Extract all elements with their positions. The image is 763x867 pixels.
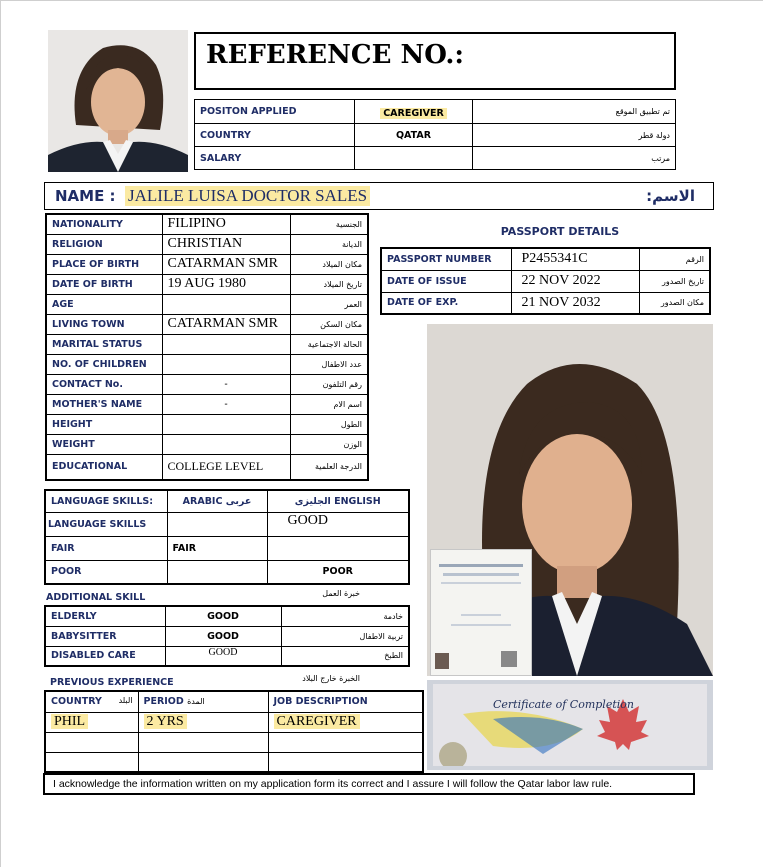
weight-value <box>162 434 290 454</box>
birthdate-value: 19 AUG 1980 <box>162 274 290 294</box>
position-table <box>194 99 676 170</box>
children-label: NO. OF CHILDREN <box>46 354 162 374</box>
age-arabic: العمر <box>290 294 368 314</box>
language-table <box>44 489 410 585</box>
position-value: CAREGIVER <box>380 108 447 119</box>
table-row <box>45 732 423 752</box>
birthplace-label: PLACE OF BIRTH <box>46 254 162 274</box>
table-row <box>46 314 368 334</box>
name-arabic: الاسم: <box>646 187 695 205</box>
babysitter-arabic: تربية الاطفال <box>281 626 409 646</box>
country-arabic: دولة قطر <box>473 124 676 147</box>
period-header-label: PERIOD <box>143 696 184 708</box>
height-arabic: الطول <box>290 414 368 434</box>
issue-date-label: DATE OF ISSUE <box>381 270 511 292</box>
height-label: HEIGHT <box>46 414 162 434</box>
children-value <box>162 354 290 374</box>
table-row <box>46 454 368 480</box>
maple-leaf-icon <box>433 684 707 766</box>
experience-job: CAREGIVER <box>274 714 360 729</box>
table-row <box>45 712 423 732</box>
living-town-arabic: مكان السكن <box>290 314 368 334</box>
table-row <box>46 434 368 454</box>
fair-english <box>267 536 409 560</box>
nationality-value: FILIPINO <box>162 214 290 234</box>
education-value: COLLEGE LEVEL <box>162 454 290 480</box>
contact-value: - <box>162 374 290 394</box>
position-value-cell <box>355 100 473 124</box>
period-column-header <box>138 691 268 712</box>
table-row <box>381 270 710 292</box>
passport-table <box>380 247 711 315</box>
mother-name-value: - <box>162 394 290 414</box>
table-row <box>46 354 368 374</box>
reference-box <box>194 32 676 90</box>
experience-period: 2 YRS <box>144 714 187 729</box>
additional-skill-title: ADDITIONAL SKILL <box>46 592 146 603</box>
headshot-photo <box>48 30 188 172</box>
country-column-header <box>45 691 138 712</box>
birthdate-arabic: تاريخ الميلاد <box>290 274 368 294</box>
table-row <box>45 752 423 772</box>
living-town-label: LIVING TOWN <box>46 314 162 334</box>
weight-arabic: الوزن <box>290 434 368 454</box>
weight-label: WEIGHT <box>46 434 162 454</box>
age-value <box>162 294 290 314</box>
poor-arabic <box>167 560 267 584</box>
babysitter-value: GOOD <box>165 626 281 646</box>
language-skills-label: LANGUAGE SKILLS <box>45 512 167 536</box>
table-row <box>45 606 409 626</box>
babysitter-label: BABYSITTER <box>45 626 165 646</box>
table-row <box>46 374 368 394</box>
table-row <box>46 334 368 354</box>
experience-table <box>44 690 424 773</box>
position-label: POSITON APPLIED <box>195 100 355 124</box>
certificate-paper <box>433 684 707 766</box>
passport-title: PASSPORT DETAILS <box>500 225 620 238</box>
job-column-header: JOB DESCRIPTION <box>268 691 423 712</box>
language-head-label: LANGUAGE SKILLS: <box>45 490 167 512</box>
education-arabic: الدرجة العلمية <box>290 454 368 480</box>
disabled-care-value: GOOD <box>165 646 281 666</box>
expiry-date-value: 21 NOV 2032 <box>511 292 639 314</box>
contact-label: CONTACT No. <box>46 374 162 394</box>
nationality-label: NATIONALITY <box>46 214 162 234</box>
education-label: EDUCATIONAL <box>46 454 162 480</box>
table-row <box>46 394 368 414</box>
living-town-value: CATARMAN SMR <box>162 314 290 334</box>
table-row <box>381 248 710 270</box>
fair-arabic: FAIR <box>167 536 267 560</box>
salary-value <box>355 147 473 170</box>
religion-value: CHRISTIAN <box>162 234 290 254</box>
marital-status-label: MARITAL STATUS <box>46 334 162 354</box>
religion-label: RELIGION <box>46 234 162 254</box>
country-label: COUNTRY <box>195 124 355 147</box>
disabled-care-arabic: الطبخ <box>281 646 409 666</box>
table-row <box>45 560 409 584</box>
arabic-column-header: ARABIC عربى <box>167 490 267 512</box>
children-arabic: عدد الاطفال <box>290 354 368 374</box>
additional-skill-title-arabic: خبرة العمل <box>322 589 360 598</box>
poor-label: POOR <box>45 560 167 584</box>
table-row <box>46 254 368 274</box>
mother-name-arabic: اسم الام <box>290 394 368 414</box>
experience-country: PHIL <box>51 714 88 729</box>
name-bar <box>44 182 714 210</box>
certificate-title: Certificate of Completion <box>493 698 634 711</box>
expiry-date-label: DATE OF EXP. <box>381 292 511 314</box>
salary-arabic: مرتب <box>473 147 676 170</box>
expiry-date-arabic: مكان الصدور <box>639 292 710 314</box>
marital-status-arabic: الحالة الاجتماعية <box>290 334 368 354</box>
experience-title-arabic: الخبرة خارج البلاد <box>302 674 360 683</box>
table-row <box>46 414 368 434</box>
elderly-value: GOOD <box>165 606 281 626</box>
elderly-label: ELDERLY <box>45 606 165 626</box>
elderly-arabic: خادمة <box>281 606 409 626</box>
issue-date-arabic: تاريخ الصدور <box>639 270 710 292</box>
table-row <box>45 536 409 560</box>
contact-arabic: رقم التلفون <box>290 374 368 394</box>
certificate-photo-icon <box>435 653 449 669</box>
poor-english: POOR <box>267 560 409 584</box>
table-row <box>46 214 368 234</box>
table-row <box>45 646 409 666</box>
nationality-arabic: الجنسية <box>290 214 368 234</box>
reference-label: REFERENCE NO.: <box>206 40 464 70</box>
english-column-header: الجليزى ENGLISH <box>267 490 409 512</box>
table-row <box>45 490 409 512</box>
mother-name-label: MOTHER'S NAME <box>46 394 162 414</box>
table-row <box>45 626 409 646</box>
table-row <box>45 691 423 712</box>
height-value <box>162 414 290 434</box>
national-certificate-image <box>430 549 532 676</box>
age-label: AGE <box>46 294 162 314</box>
marital-status-value <box>162 334 290 354</box>
table-row <box>46 274 368 294</box>
additional-skill-table <box>44 605 410 667</box>
country-value: QATAR <box>355 124 473 147</box>
name-label: NAME : <box>55 187 116 205</box>
qr-code-icon <box>501 651 517 667</box>
acknowledgement: I acknowledge the information written on my application form its correct and I assure I will follow the Qatar labor law rule. <box>43 773 695 795</box>
country-header-arabic: البلد <box>118 696 133 706</box>
language-skills-arabic <box>167 512 267 536</box>
period-header-arabic: المدة <box>187 697 205 707</box>
religion-arabic: الديانة <box>290 234 368 254</box>
country-header-label: COUNTRY <box>51 696 102 708</box>
issue-date-value: 22 NOV 2022 <box>511 270 639 292</box>
birthplace-value: CATARMAN SMR <box>162 254 290 274</box>
passport-number-label: PASSPORT NUMBER <box>381 248 511 270</box>
table-row <box>46 234 368 254</box>
birthdate-label: DATE OF BIRTH <box>46 274 162 294</box>
table-row <box>381 292 710 314</box>
full-photo <box>427 324 713 676</box>
table-row <box>45 512 409 536</box>
passport-number-arabic: الرقم <box>639 248 710 270</box>
table-row <box>46 294 368 314</box>
position-arabic: تم تطبيق الموقع <box>473 100 676 124</box>
name-value: JALILE LUISA DOCTOR SALES <box>125 186 370 206</box>
salary-label: SALARY <box>195 147 355 170</box>
fair-label: FAIR <box>45 536 167 560</box>
passport-number-value: P2455341C <box>511 248 639 270</box>
birthplace-arabic: مكان الميلاد <box>290 254 368 274</box>
certificate-image <box>427 680 713 770</box>
disabled-care-label: DISABLED CARE <box>45 646 165 666</box>
personal-table <box>45 213 369 481</box>
headshot-portrait-icon <box>48 30 188 172</box>
language-skills-english: GOOD <box>267 512 409 536</box>
experience-title: PREVIOUS EXPERIENCE <box>50 677 174 688</box>
